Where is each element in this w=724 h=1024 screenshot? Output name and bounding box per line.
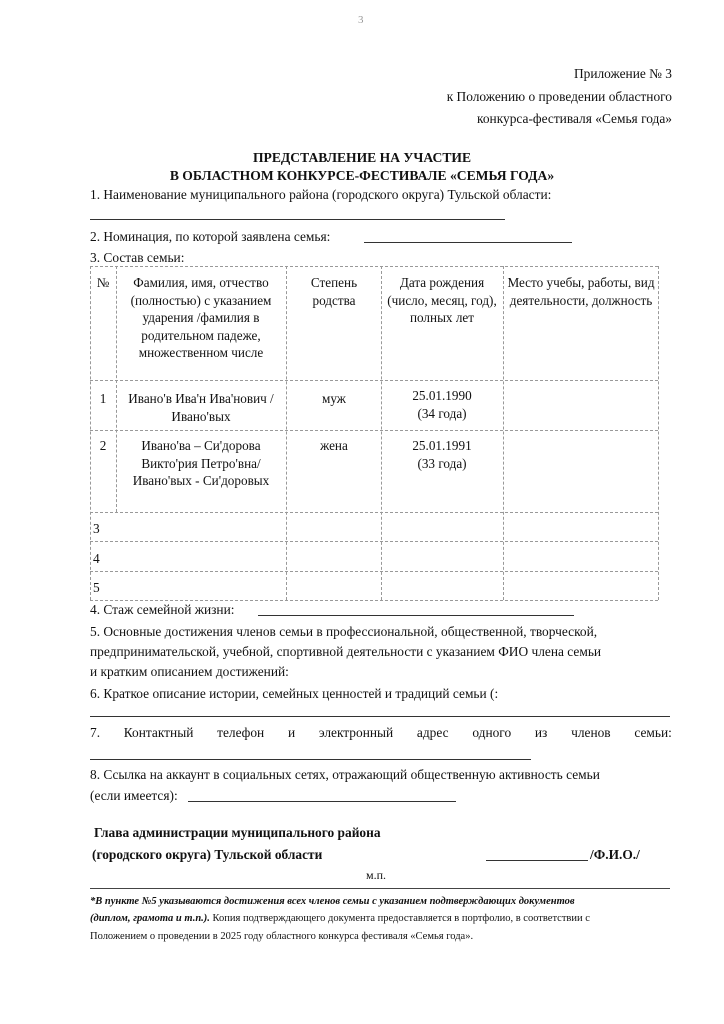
item-7-label	[90, 723, 672, 742]
item-2-field[interactable]	[364, 242, 572, 243]
table-row-1-birth-date: 25.01.1990	[412, 388, 472, 403]
signature-fio: /Ф.И.О./	[590, 847, 640, 862]
table-row-1-num: 1	[99, 391, 107, 406]
table-row-2-relation: жена	[320, 438, 348, 453]
table-row-2-name: Ивано'ва – Си'дорова Викто'рия Петро'вна/Ивано'вых - Си'доровых	[132, 438, 270, 488]
item-7-word: семьи:	[634, 725, 672, 740]
signature-line-2: (городского округа) Тульской области	[92, 847, 323, 862]
table-header-name: Фамилия, имя, отчество (полностью) с указанием ударения /фамилия в родительном падеже, множественном числе	[130, 275, 272, 360]
table-header-relation: Степень родства	[310, 275, 358, 308]
item-7-word: и	[287, 725, 296, 740]
table-header-num: №	[96, 275, 110, 290]
table-header-work: Место учебы, работы, вид деятельности, должность	[507, 275, 655, 308]
doc-title-line-2: В ОБЛАСТНОМ КОНКУРСЕ-ФЕСТИВАЛЕ «СЕМЬЯ ГОДА»	[169, 168, 555, 183]
footnote-divider	[90, 888, 670, 889]
item-4-label: 4. Стаж семейной жизни:	[90, 602, 235, 617]
item-7-word: 7.	[90, 725, 101, 740]
item-7-word: адрес	[416, 725, 449, 740]
item-7-word: из	[534, 725, 548, 740]
footnote-docs-example: (диплом, грамота и т.п.).	[90, 913, 210, 924]
item-2-label: 2. Номинация, по которой заявлена семья:	[90, 229, 331, 244]
item-3-label: 3. Состав семьи:	[90, 250, 185, 265]
item-5-line-2: предпринимательской, учебной, спортивной деятельности с указанием ФИО члена семьи	[90, 644, 602, 659]
item-8-field[interactable]	[188, 801, 456, 802]
appendix-line-2: к Положению о проведении областного	[446, 89, 672, 104]
item-6-label: 6. Краткое описание истории, семейных ценностей и традиций семьи (:	[90, 686, 499, 701]
item-8-line-2: (если имеется):	[90, 788, 178, 803]
item-7-field[interactable]	[90, 759, 531, 760]
item-7-word: одного	[472, 725, 512, 740]
table-row-2-birth-date: 25.01.1991	[412, 438, 472, 453]
item-5-line-3: и кратким описанием достижений:	[90, 664, 289, 679]
item-7-word: членов	[571, 725, 611, 740]
table-row-5-num: 5	[93, 580, 100, 595]
item-7-word: телефон	[217, 725, 265, 740]
table-row-3-num: 3	[93, 521, 100, 536]
item-8-line-1: 8. Ссылка на аккаунт в социальных сетях, отражающий общественную активность семьи	[90, 767, 600, 782]
table-row-2-num: 2	[99, 438, 107, 453]
table-row-4-num: 4	[93, 551, 100, 566]
table-row-2-birth-age: (33 года)	[417, 456, 467, 471]
item-4-field[interactable]	[258, 615, 574, 616]
item-7-word: электронный	[318, 725, 394, 740]
table-row-1-name: Ивано'в Ива'н Ива'нович / Ивано'вых	[128, 391, 274, 424]
table-row-1-birth-age: (34 года)	[417, 406, 467, 421]
table-row-1-relation: муж	[322, 391, 346, 406]
item-1-field[interactable]	[90, 219, 505, 220]
item-1-label: 1. Наименование муниципального района (городского округа) Тульской области:	[90, 187, 552, 202]
footnote-line-3: Положением о проведении в 2025 году областного конкурса фестиваля «Семья года».	[90, 931, 474, 942]
footnote-line-2	[90, 911, 590, 927]
footnote-line-1: *В пункте №5 указываются достижения всех членов семьи с указанием подтверждающих документов	[90, 896, 575, 907]
page-mark: 3	[358, 14, 364, 26]
seal-mark: м.п.	[366, 868, 387, 882]
doc-title-line-1: ПРЕДСТАВЛЕНИЕ НА УЧАСТИЕ	[252, 150, 472, 165]
appendix-line-3: конкурса-фестиваля «Семья года»	[477, 111, 672, 126]
item-7-word: Контактный	[123, 725, 194, 740]
item-6-field[interactable]	[90, 716, 670, 717]
appendix-line-1: Приложение № 3	[573, 66, 672, 81]
signature-field[interactable]	[486, 860, 588, 861]
table-header-birth: Дата рождения (число, месяц, год), полных лет	[387, 275, 497, 325]
signature-line-1: Глава администрации муниципального района	[94, 825, 381, 840]
item-5-line-1: 5. Основные достижения членов семьи в профессиональной, общественной, творческой,	[90, 624, 598, 639]
footnote-copy-note: Копия подтверждающего документа предоставляется в портфолио, в соответствии с	[209, 913, 590, 924]
